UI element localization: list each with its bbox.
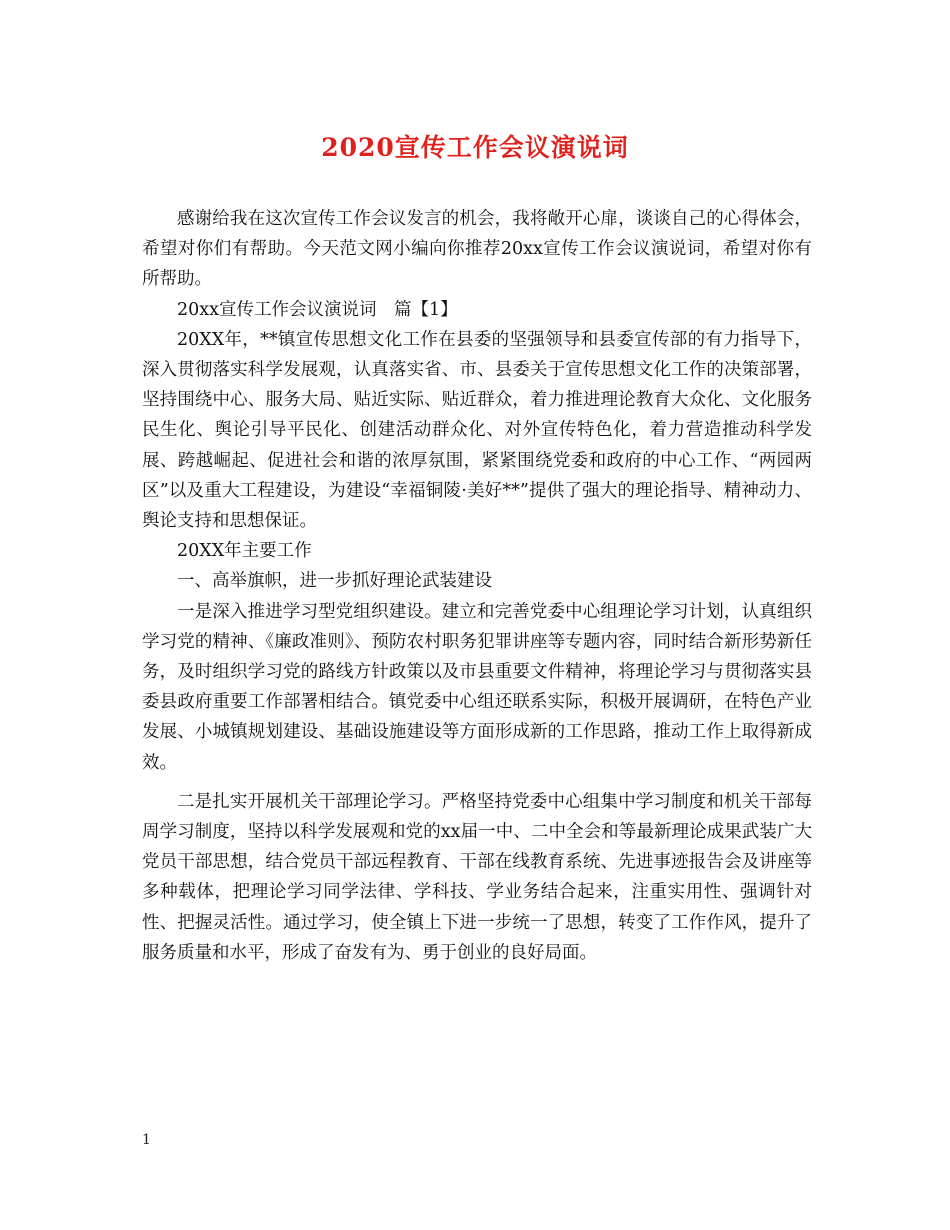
summary-paragraph: 20XX年，**镇宣传思想文化工作在县委的坚强领导和县委宣传部的有力指导下，深入贯彻落实科学发展观，认真落实省、市、县委关于宣传思想文化工作的决策部署，坚持围绕中心、服务大局、贴近实际、贴近群众，着力推进理论教育大众化、文化服务民生化、舆论引导平民化、创建活动群众化、对外宣传特色化，着力营造推动科学发展、跨越崛起、促进社会和谐的浓厚氛围，紧紧围绕党委和政府的中心工作、“两园两区”以及重大工程建设，为建设“幸福铜陵·美好**”提供了强大的理论指导、精神动力、舆论支持和思想保证。 (142, 329, 812, 532)
intro-paragraph: 感谢给我在这次宣传工作会议发言的机会，我将敞开心扉，谈谈自己的心得体会，希望对你们有帮助。今天范文网小编向你推荐20xx宣传工作会议演说词，希望对你有所帮助。 (142, 209, 812, 290)
subheading-theory: 一、高举旗帜，进一步抓好理论武装建设 (177, 571, 492, 592)
section-heading: 20xx宣传工作会议演说词 篇【1】 (177, 299, 458, 320)
paragraph-learning-organization: 一是深入推进学习型党组织建设。建立和完善党委中心组理论学习计划，认真组织学习党的精神、《廉政准则》、预防农村职务犯罪讲座等专题内容，同时结合新形势新任务，及时组织学习党的路线方针政策以及市县重要文件精神，将理论学习与贯彻落实县委县政府重要工作部署相结合。镇党委中心组还联系实际，积极开展调研，在特色产业发展、小城镇规划建设、基础设施建设等方面形成新的工作思路，推动工作上取得新成效。 (142, 601, 812, 773)
subheading-main-work: 20XX年主要工作 (177, 541, 312, 562)
page-number: 1 (142, 1132, 151, 1148)
document-title: 2020宣传工作会议演说词 (321, 133, 629, 162)
document-body (142, 204, 812, 968)
paragraph-cadre-study: 二是扎实开展机关干部理论学习。严格坚持党委中心组集中学习制度和机关干部每周学习制度，坚持以科学发展观和党的xx届一中、二中全会和等最新理论成果武装广大党员干部思想，结合党员干部远程教育、干部在线教育系统、先进事迹报告会及讲座等多种载体，把理论学习同学法律、学科技、学业务结合起来，注重实用性、强调针对性、把握灵活性。通过学习，使全镇上下进一步统一了思想，转变了工作作风，提升了服务质量和水平，形成了奋发有为、勇于创业的良好局面。 (142, 791, 812, 963)
